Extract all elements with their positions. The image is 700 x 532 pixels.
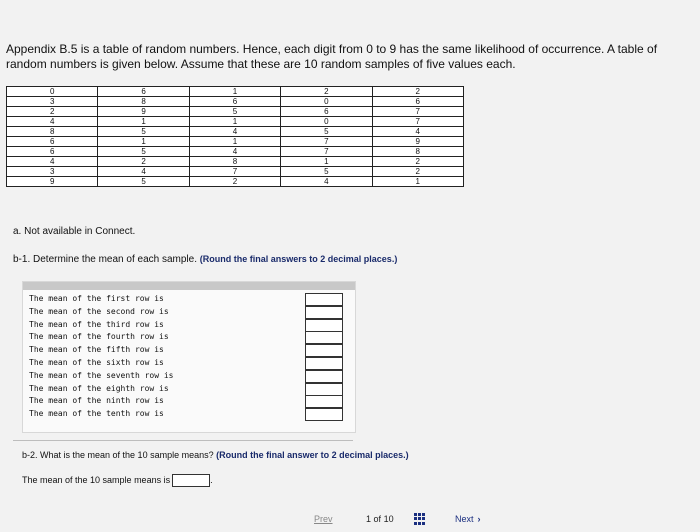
part-b1-instruction: (Round the final answers to 2 decimal places.) xyxy=(199,254,398,264)
part-b2-label: b-2. What is the mean of the 10 sample means? xyxy=(22,450,214,460)
chevron-right-icon: › xyxy=(477,514,481,524)
table-cell: 1 xyxy=(98,137,189,147)
table-cell: 9 xyxy=(98,107,189,117)
table-row xyxy=(7,177,464,187)
table-cell: 7 xyxy=(281,137,372,147)
table-cell: 0 xyxy=(7,87,98,97)
part-b2-instruction: (Round the final answer to 2 decimal places.) xyxy=(216,450,409,460)
table-cell: 1 xyxy=(189,137,280,147)
sample-mean-input[interactable] xyxy=(305,344,343,357)
page-indicator xyxy=(366,514,394,524)
sample-mean-label: The mean of the fifth row is xyxy=(29,345,164,355)
sample-mean-label: The mean of the sixth row is xyxy=(29,358,164,367)
table-cell: 9 xyxy=(372,137,463,147)
table-cell: 7 xyxy=(189,167,280,177)
table-cell: 2 xyxy=(372,157,463,167)
table-cell: 6 xyxy=(7,147,98,157)
section-divider xyxy=(13,440,353,441)
part-b2-question xyxy=(22,450,409,460)
table-cell: 3 xyxy=(7,167,98,177)
sample-mean-label: The mean of the third row is xyxy=(29,319,164,329)
grid-icon[interactable] xyxy=(414,513,426,525)
table-row xyxy=(7,137,464,147)
table-cell: 8 xyxy=(98,97,189,107)
table-cell: 5 xyxy=(189,107,280,117)
table-cell: 4 xyxy=(189,127,280,137)
table-cell: 3 xyxy=(7,97,98,107)
table-cell: 4 xyxy=(189,147,280,157)
panel-header-bar xyxy=(23,282,355,290)
sample-mean-label: The mean of the second row is xyxy=(29,306,169,316)
table-cell: 2 xyxy=(7,107,98,117)
sample-means-panel xyxy=(22,281,356,433)
table-cell: 2 xyxy=(98,157,189,167)
table-cell: 5 xyxy=(281,167,372,177)
table-row xyxy=(7,117,464,127)
page-current: 1 xyxy=(366,514,372,524)
random-numbers-table xyxy=(6,86,464,187)
table-cell: 8 xyxy=(189,157,280,167)
table-cell: 6 xyxy=(189,97,280,107)
page-of: of xyxy=(373,514,382,524)
sample-mean-input[interactable] xyxy=(305,383,343,396)
table-cell: 4 xyxy=(98,167,189,177)
sample-mean-label: The mean of the first row is xyxy=(29,294,164,303)
grand-mean-suffix: . xyxy=(210,474,213,485)
table-cell: 4 xyxy=(372,127,463,137)
table-cell: 1 xyxy=(372,177,463,187)
table-cell: 2 xyxy=(372,167,463,177)
sample-mean-input[interactable] xyxy=(305,370,343,383)
table-row xyxy=(7,97,464,107)
table-cell: 4 xyxy=(7,157,98,167)
grand-mean-label: The mean of the 10 sample means is xyxy=(22,474,171,485)
table-row xyxy=(7,167,464,177)
table-row xyxy=(7,127,464,137)
table-row xyxy=(7,147,464,157)
table-cell: 1 xyxy=(98,117,189,127)
table-row xyxy=(7,107,464,117)
table-cell: 1 xyxy=(189,87,280,97)
table-row xyxy=(7,157,464,167)
sample-mean-input[interactable] xyxy=(305,395,343,408)
table-cell: 1 xyxy=(189,117,280,127)
problem-intro: Appendix B.5 is a table of random numbers. Hence, each digit from 0 to 9 has the same likelihood of occurrence. A table of random numbers is given below. Assume that these are 10 random samples of five values each. xyxy=(6,42,658,71)
table-cell: 7 xyxy=(372,107,463,117)
table-row xyxy=(7,87,464,97)
table-cell: 7 xyxy=(372,117,463,127)
sample-mean-label: The mean of the seventh row is xyxy=(29,370,174,380)
table-cell: 0 xyxy=(281,97,372,107)
table-cell: 7 xyxy=(281,147,372,157)
sample-mean-label: The mean of the tenth row is xyxy=(29,409,164,419)
table-cell: 2 xyxy=(281,87,372,97)
table-cell: 6 xyxy=(98,87,189,97)
next-label: Next xyxy=(455,514,474,524)
table-cell: 2 xyxy=(372,87,463,97)
table-cell: 2 xyxy=(189,177,280,187)
table-cell: 5 xyxy=(98,147,189,157)
table-cell: 6 xyxy=(281,107,372,117)
sample-mean-input[interactable] xyxy=(305,357,343,370)
prev-label: Prev xyxy=(314,514,333,524)
sample-mean-label: The mean of the ninth row is xyxy=(29,396,164,406)
table-cell: 9 xyxy=(7,177,98,187)
table-cell: 5 xyxy=(98,127,189,137)
sample-mean-input[interactable] xyxy=(305,293,343,306)
table-cell: 6 xyxy=(7,137,98,147)
table-cell: 4 xyxy=(7,117,98,127)
page-total: 10 xyxy=(383,514,394,524)
table-cell: 8 xyxy=(372,147,463,157)
table-cell: 0 xyxy=(281,117,372,127)
part-b1-label: b-1. Determine the mean of each sample. xyxy=(13,254,197,265)
prev-button[interactable] xyxy=(314,514,333,524)
table-cell: 5 xyxy=(281,127,372,137)
table-cell: 1 xyxy=(281,157,372,167)
table-cell: 4 xyxy=(281,177,372,187)
table-cell: 8 xyxy=(7,127,98,137)
table-cell: 6 xyxy=(372,97,463,107)
sample-mean-input[interactable] xyxy=(305,319,343,332)
sample-mean-label: The mean of the eighth row is xyxy=(29,383,169,393)
sample-mean-label: The mean of the fourth row is xyxy=(29,332,169,342)
sample-mean-input[interactable] xyxy=(305,306,343,319)
sample-mean-input[interactable] xyxy=(305,408,343,421)
grand-mean-line xyxy=(22,474,213,487)
part-b1-question xyxy=(13,254,397,265)
grand-mean-input[interactable] xyxy=(172,474,210,487)
next-button[interactable] xyxy=(455,514,481,524)
part-a-text: a. Not available in Connect. xyxy=(13,226,136,237)
sample-mean-input[interactable] xyxy=(305,331,343,344)
table-cell: 5 xyxy=(98,177,189,187)
